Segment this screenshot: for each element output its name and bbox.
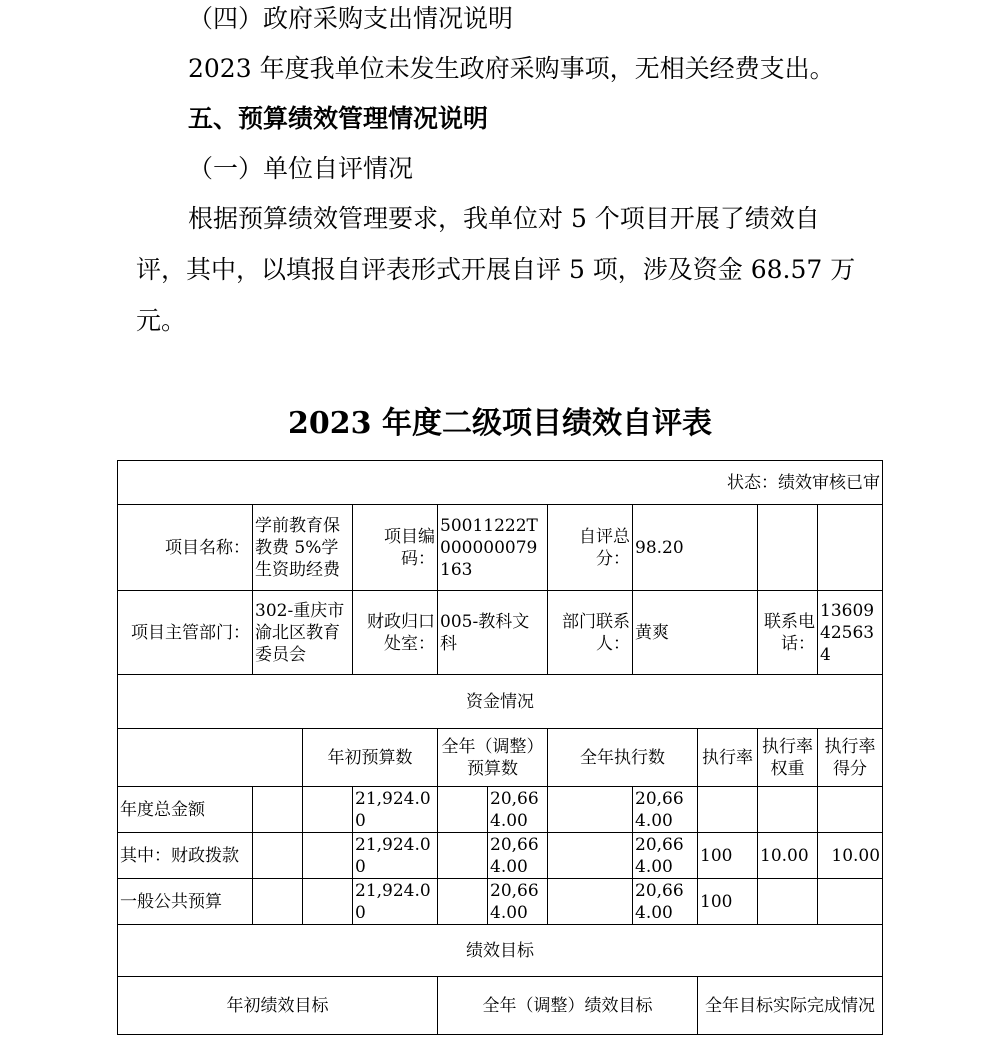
row-label: 一般公共预算	[118, 879, 253, 925]
table-row	[118, 879, 883, 925]
executed-value: 20,664.00	[633, 833, 698, 879]
status-cell: 状态：绩效审核已审	[118, 461, 883, 505]
finance-office-label: 财政归口处室：	[353, 591, 438, 675]
self-evaluation-text-line-1: 根据预算绩效管理要求，我单位对 5 个项目开展了绩效自	[188, 204, 820, 233]
rate-weight-value	[758, 879, 818, 925]
header-rate-weight: 执行率权重	[758, 729, 818, 787]
contact-person-value: 黄爽	[633, 591, 758, 675]
header-adjusted-performance-goal: 全年（调整）绩效目标	[438, 977, 698, 1035]
empty-cell	[253, 787, 303, 833]
rate-score-value	[818, 787, 883, 833]
empty-cell	[303, 879, 353, 925]
section-heading-performance: 五、预算绩效管理情况说明	[188, 104, 489, 133]
table-title: 2023 年度二级项目绩效自评表	[288, 406, 712, 441]
empty-cell	[438, 879, 488, 925]
self-evaluation-text-line-3: 元。	[136, 306, 187, 335]
initial-budget-value: 21,924.00	[353, 833, 438, 879]
rate-score-value	[818, 879, 883, 925]
department-label: 项目主管部门：	[118, 591, 253, 675]
project-name-label: 项目名称：	[118, 505, 253, 591]
header-adjusted-budget: 全年（调整）预算数	[438, 729, 548, 787]
section-heading-procurement: （四）政府采购支出情况说明	[188, 4, 514, 33]
execution-rate-value: 100	[698, 879, 758, 925]
contact-phone-value: 13609425634	[818, 591, 883, 675]
header-initial-performance-goal: 年初绩效目标	[118, 977, 438, 1035]
rate-weight-value	[758, 787, 818, 833]
performance-evaluation-table	[117, 460, 883, 1035]
self-score-label: 自评总分：	[548, 505, 633, 591]
adjusted-budget-value: 20,664.00	[488, 787, 548, 833]
header-actual-completion: 全年目标实际完成情况	[698, 977, 883, 1035]
empty-cell	[438, 833, 488, 879]
department-value: 302-重庆市渝北区教育委员会	[253, 591, 353, 675]
empty-cell	[303, 787, 353, 833]
empty-cell	[818, 505, 883, 591]
self-score-value: 98.20	[633, 505, 758, 591]
empty-cell	[253, 833, 303, 879]
finance-office-value: 005-教科文科	[438, 591, 548, 675]
project-code-label: 项目编码：	[353, 505, 438, 591]
subsection-heading-self-evaluation: （一）单位自评情况	[188, 154, 414, 183]
rate-score-value: 10.00	[818, 833, 883, 879]
empty-cell	[118, 729, 303, 787]
project-code-value: 50011222T000000079163	[438, 505, 548, 591]
performance-section-title: 绩效目标	[118, 925, 883, 977]
header-rate-score: 执行率得分	[818, 729, 883, 787]
executed-value: 20,664.00	[633, 879, 698, 925]
row-label: 其中：财政拨款	[118, 833, 253, 879]
header-initial-budget: 年初预算数	[303, 729, 438, 787]
table-row	[118, 787, 883, 833]
empty-cell	[253, 879, 303, 925]
empty-cell	[548, 879, 633, 925]
executed-value: 20,664.00	[633, 787, 698, 833]
procurement-text: 2023 年度我单位未发生政府采购事项，无相关经费支出。	[188, 54, 835, 83]
header-executed: 全年执行数	[548, 729, 698, 787]
rate-weight-value: 10.00	[758, 833, 818, 879]
contact-person-label: 部门联系人：	[548, 591, 633, 675]
execution-rate-value	[698, 787, 758, 833]
project-name-value: 学前教育保教费 5%学生资助经费	[253, 505, 353, 591]
table-row	[118, 833, 883, 879]
execution-rate-value: 100	[698, 833, 758, 879]
row-label: 年度总金额	[118, 787, 253, 833]
adjusted-budget-value: 20,664.00	[488, 833, 548, 879]
header-execution-rate: 执行率	[698, 729, 758, 787]
adjusted-budget-value: 20,664.00	[488, 879, 548, 925]
self-evaluation-text-line-2: 评，其中，以填报自评表形式开展自评 5 项，涉及资金 68.57 万	[136, 255, 856, 284]
empty-cell	[438, 787, 488, 833]
initial-budget-value: 21,924.00	[353, 879, 438, 925]
empty-cell	[303, 833, 353, 879]
empty-cell	[758, 505, 818, 591]
funds-section-title: 资金情况	[118, 675, 883, 729]
initial-budget-value: 21,924.00	[353, 787, 438, 833]
empty-cell	[548, 833, 633, 879]
contact-phone-label: 联系电话：	[758, 591, 818, 675]
empty-cell	[548, 787, 633, 833]
